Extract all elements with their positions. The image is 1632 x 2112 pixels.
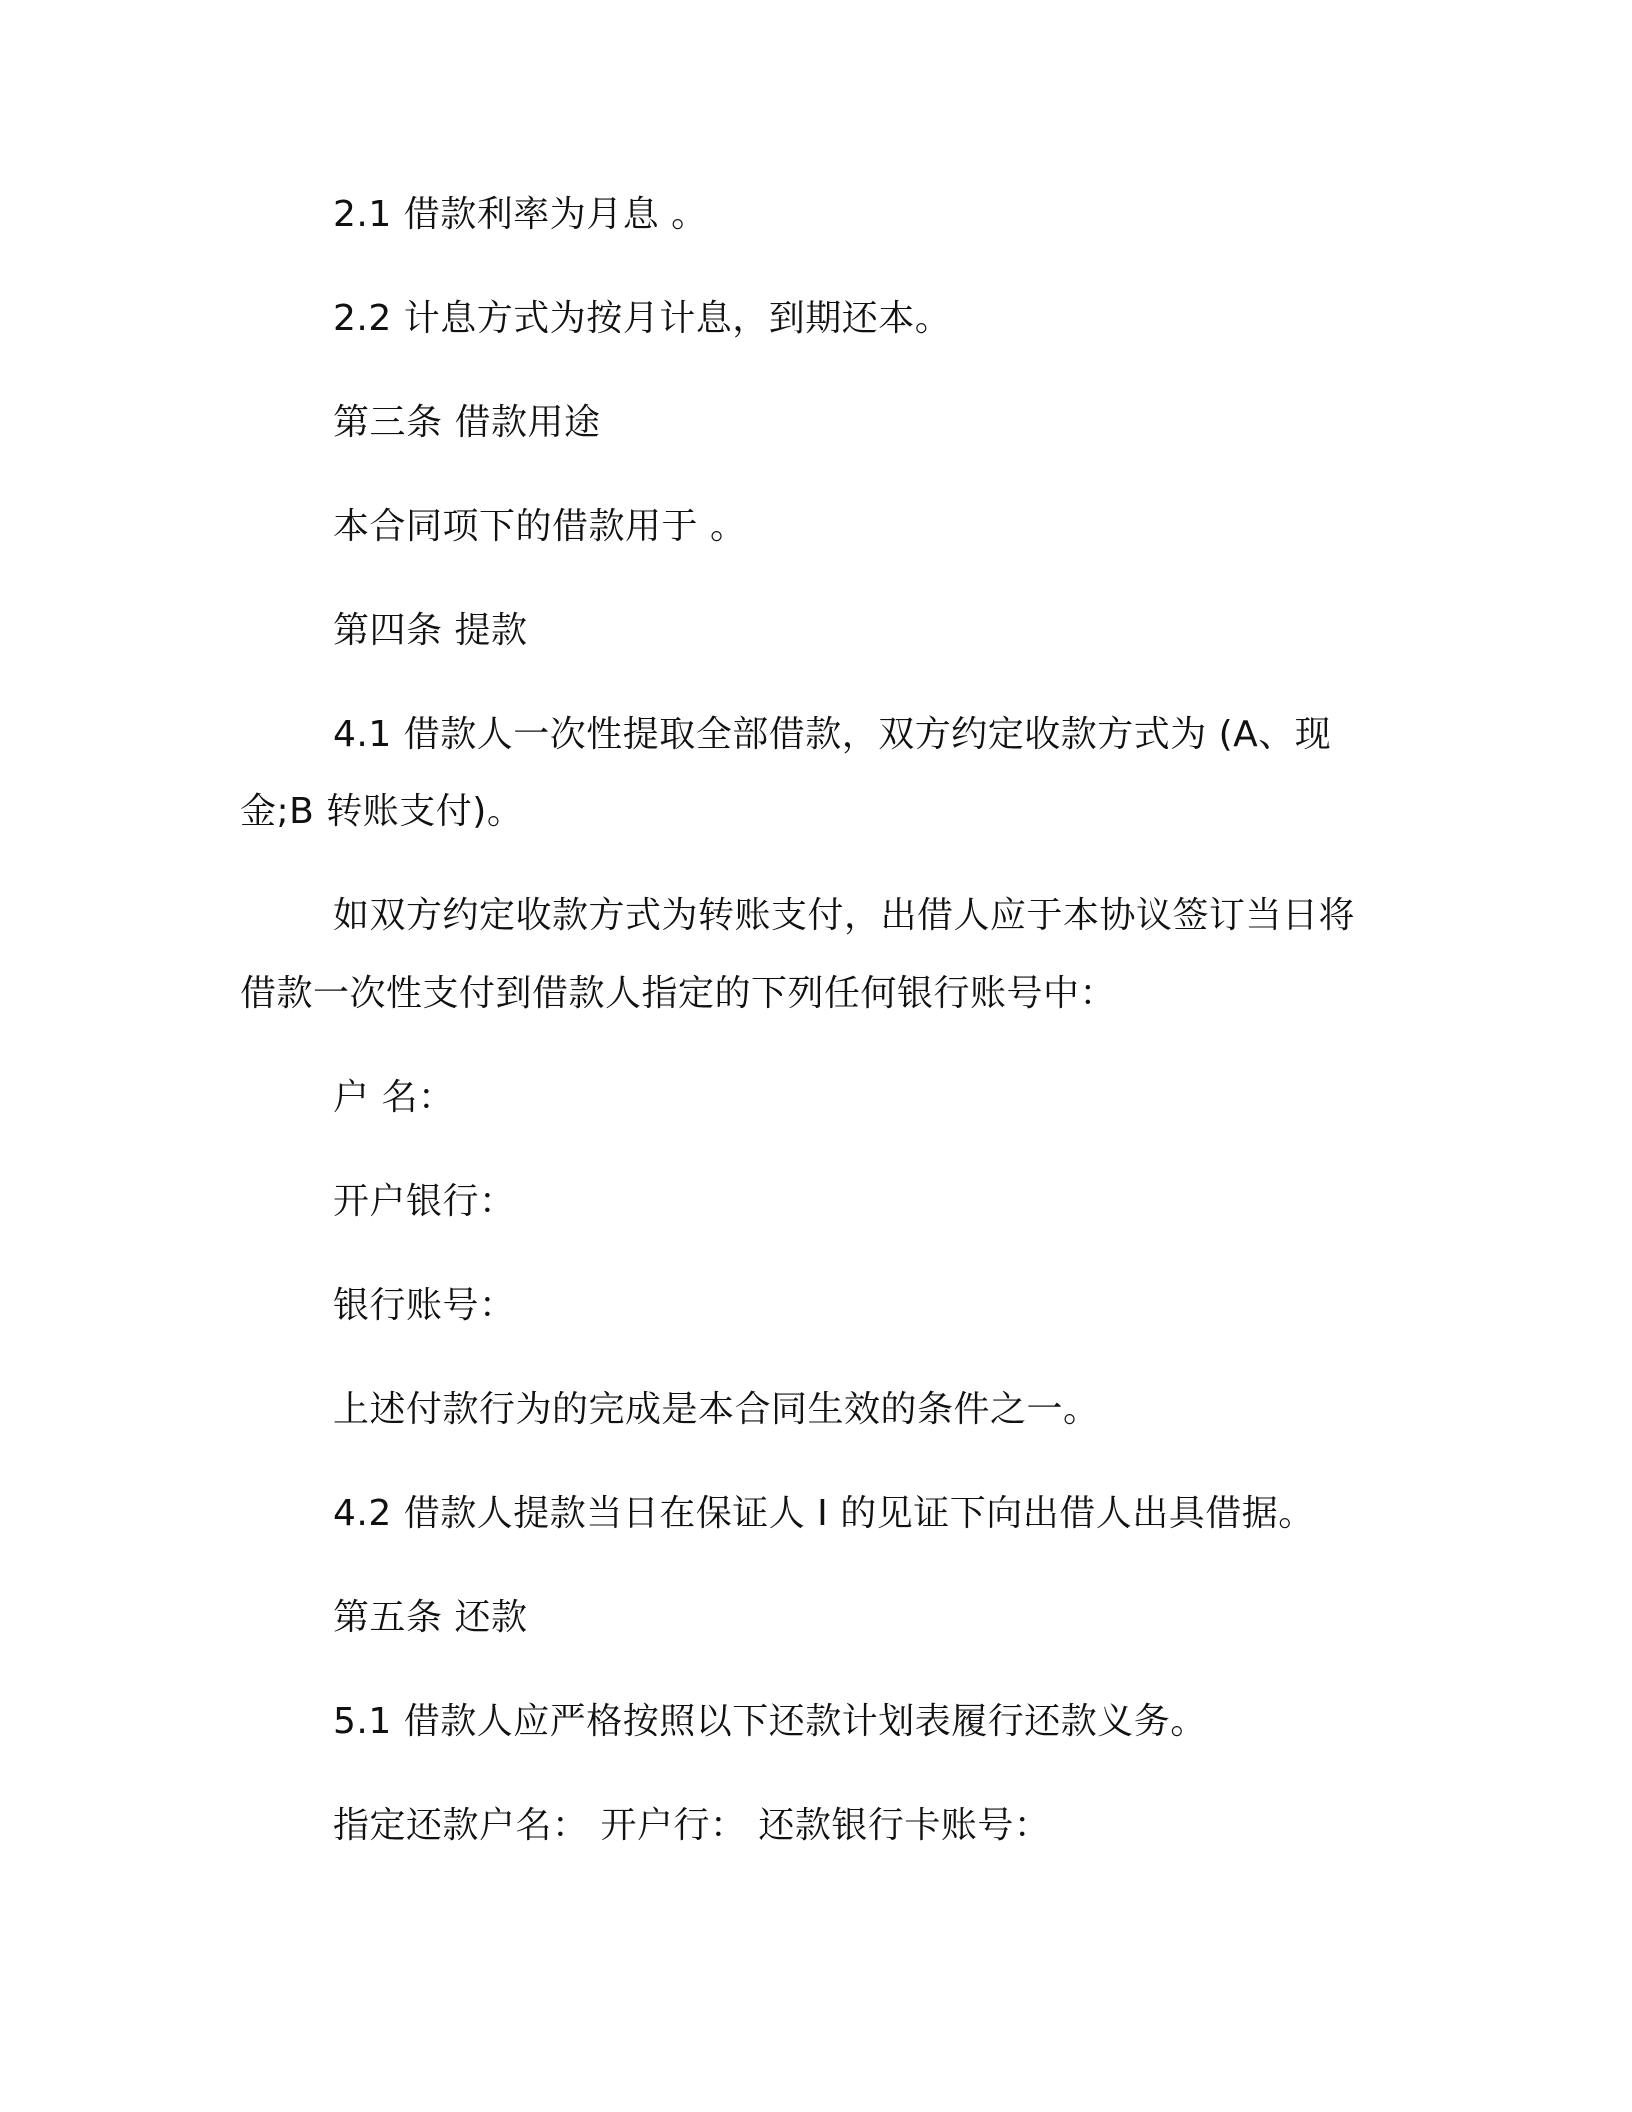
bank-name-label: 开户银行： — [333, 1181, 516, 1222]
article-4-heading: 第四条 提款 — [333, 610, 528, 651]
article-5-heading: 第五条 还款 — [333, 1597, 528, 1638]
bank-account-label: 银行账号： — [333, 1285, 516, 1326]
transfer-paragraph-line-2: 借款一次性支付到借款人指定的下列任何银行账号中： — [240, 973, 1117, 1014]
clause-4-1-line-1: 4.1 借款人一次性提取全部借款，双方约定收款方式为 (A、现 — [333, 714, 1332, 755]
payment-condition: 上述付款行为的完成是本合同生效的条件之一。 — [333, 1389, 1100, 1430]
article-3-heading: 第三条 借款用途 — [333, 402, 601, 443]
clause-4-1-line-2: 金;B 转账支付)。 — [240, 791, 524, 832]
clause-4-2: 4.2 借款人提款当日在保证人 I 的见证下向出借人出具借据。 — [333, 1493, 1315, 1534]
transfer-paragraph-line-1: 如双方约定收款方式为转账支付，出借人应于本协议签订当日将 — [333, 895, 1356, 936]
article-3-body: 本合同项下的借款用于 。 — [333, 506, 747, 547]
clause-2-1: 2.1 借款利率为月息 。 — [333, 194, 708, 235]
clause-2-2: 2.2 计息方式为按月计息，到期还本。 — [333, 298, 952, 339]
repayment-account-labels: 指定还款户名： 开户行： 还款银行卡账号： — [333, 1805, 1051, 1846]
account-name-label: 户 名： — [333, 1077, 455, 1118]
clause-5-1: 5.1 借款人应严格按照以下还款计划表履行还款义务。 — [333, 1701, 1207, 1742]
